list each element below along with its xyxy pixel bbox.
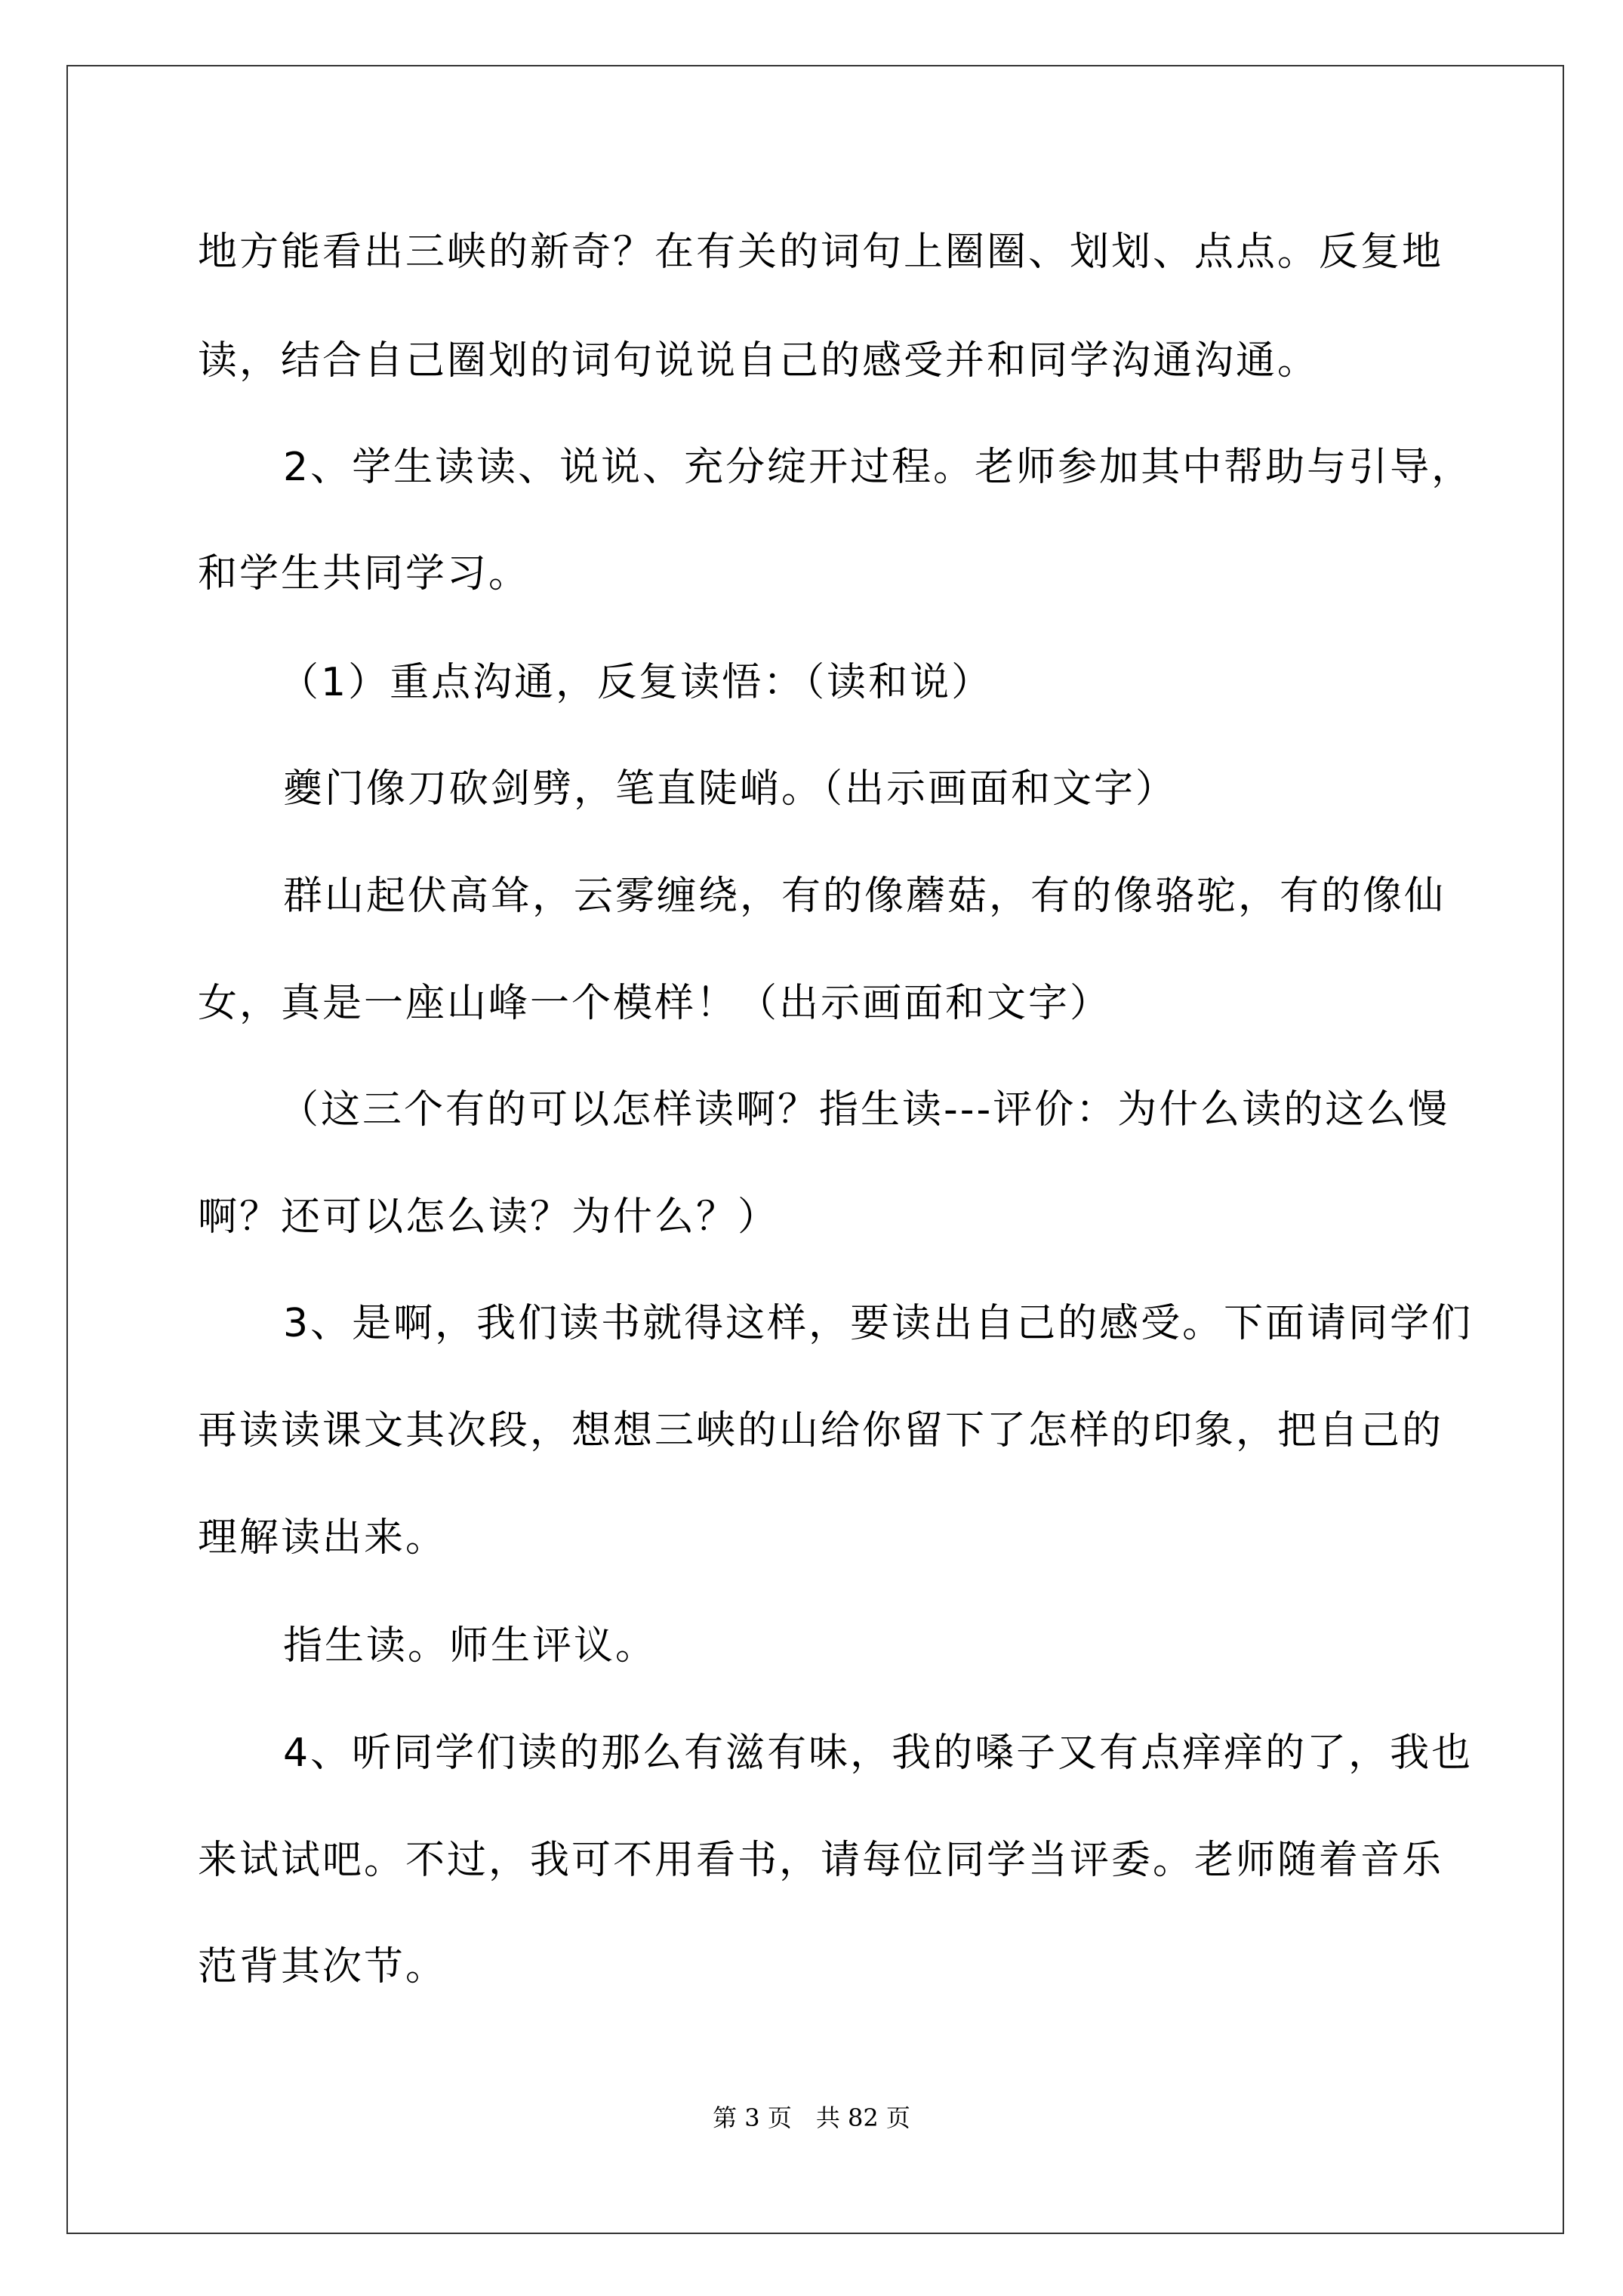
text-line: 来试试吧。不过，我可不用看书，请每位同学当评委。老师随着音乐	[198, 1838, 1444, 1883]
page-footer: 第 3 页 共 82 页	[713, 2103, 910, 2132]
text-line: 群山起伏高耸，云雾缠绕，有的像蘑菇，有的像骆驼，有的像仙	[283, 874, 1446, 919]
text-line: 夔门像刀砍剑劈，笔直陡峭。（出示画面和文字）	[283, 766, 1178, 812]
text-line: （这三个有的可以怎样读啊？指生读---评价：为什么读的这么慢	[279, 1087, 1450, 1133]
text-line: 理解读出来。	[198, 1515, 448, 1561]
text-line: 3、是啊，我们读书就得这样，要读出自己的感受。下面请同学们	[283, 1301, 1474, 1346]
text-line: （1）重点沟通，反复读悟：（读和说）	[279, 660, 993, 705]
text-line: 2、学生读读、说说、充分绽开过程。老师参加其中帮助与引导，	[283, 445, 1474, 490]
text-line: 啊？还可以怎么读？为什么？）	[198, 1194, 780, 1240]
text-line: 指生读。师生评议。	[283, 1623, 658, 1669]
text-line: 地方能看出三峡的新奇？在有关的词句上圈圈、划划、点点。反复地	[198, 230, 1444, 275]
text-line: 范背其次节。	[198, 1944, 448, 1989]
text-line: 再读读课文其次段，想想三峡的山给你留下了怎样的印象，把自己的	[198, 1408, 1444, 1453]
page-frame	[66, 65, 1564, 2234]
text-line: 女，真是一座山峰一个模样！（出示画面和文字）	[198, 981, 1112, 1026]
text-line: 4、听同学们读的那么有滋有味，我的嗓子又有点痒痒的了，我也	[283, 1730, 1474, 1776]
text-line: 和学生共同学习。	[198, 551, 531, 596]
text-line: 读，结合自己圈划的词句说说自己的感受并和同学沟通沟通。	[198, 338, 1320, 384]
